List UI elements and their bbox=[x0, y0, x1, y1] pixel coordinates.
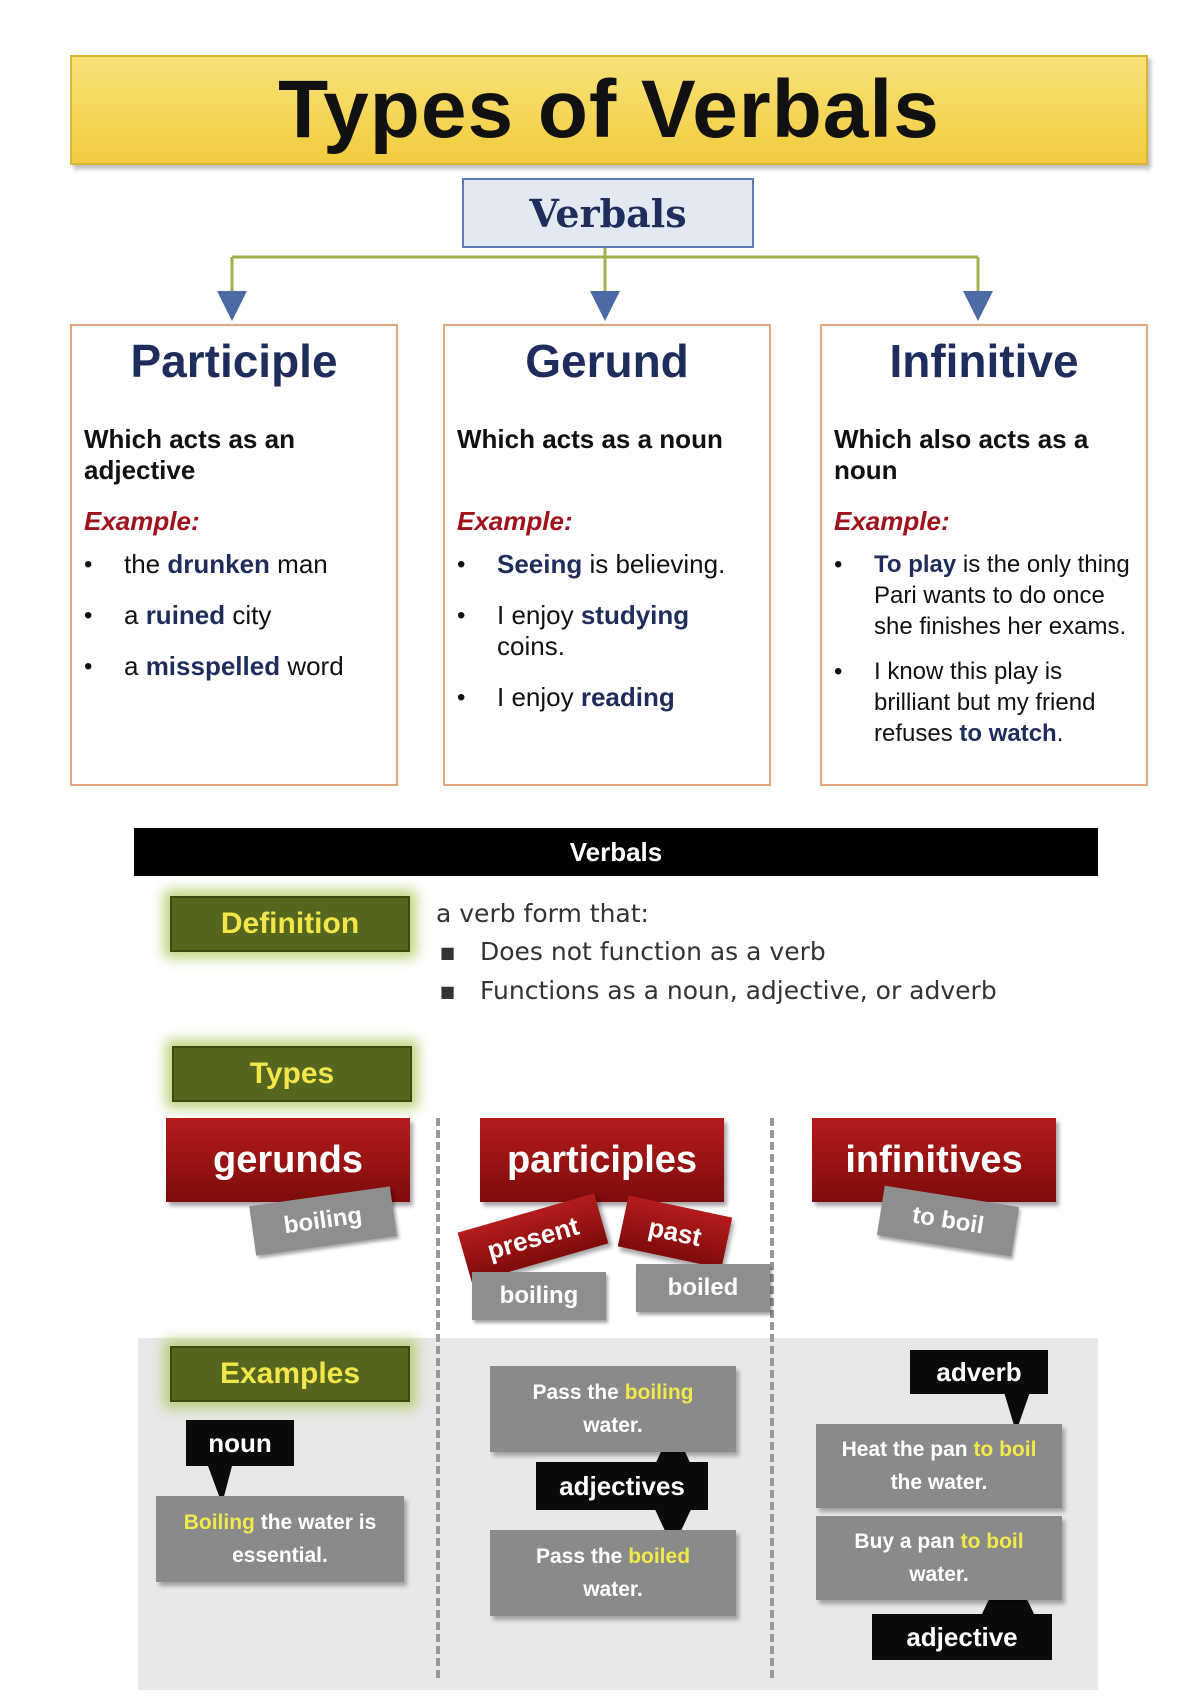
examples-tag-label: Examples bbox=[219, 1357, 361, 1390]
example-label: Example: bbox=[84, 506, 200, 536]
list-item: • I enjoy studying coins. bbox=[457, 600, 690, 661]
adjective-tag: adjective bbox=[872, 1614, 1052, 1660]
list-item: • Seeing is believing. bbox=[457, 549, 726, 579]
list-item: • To play is the only thing Pari wants to do once she finishes her exams. bbox=[834, 551, 1130, 640]
card-heading: Gerund bbox=[525, 335, 689, 387]
present-example-tag: boiling bbox=[472, 1272, 606, 1320]
card-description: Which acts as an adjective bbox=[84, 424, 295, 485]
past-example-tag: boiled bbox=[636, 1264, 770, 1312]
root-node-label: Verbals bbox=[529, 190, 687, 236]
adjectives-tag: adjectives bbox=[536, 1462, 708, 1510]
card-heading: Infinitive bbox=[889, 335, 1079, 387]
adverb-tag: adverb bbox=[910, 1350, 1048, 1394]
gerund-example-tag: boiling bbox=[249, 1186, 397, 1255]
participle-example-sentence-2: Pass the boiled water. bbox=[490, 1530, 736, 1616]
definition-point: ■ Functions as a noun, adjective, or adverb bbox=[440, 976, 997, 1005]
present-tag: present bbox=[458, 1193, 609, 1282]
gerunds-label: gerunds bbox=[213, 1138, 363, 1181]
participle-example-sentence-1: Pass the boiling water. bbox=[490, 1366, 736, 1452]
types-tag-label: Types bbox=[249, 1057, 335, 1090]
list-item: • a misspelled word bbox=[84, 651, 344, 681]
infinitive-example-tag: to boil bbox=[877, 1186, 1019, 1257]
card-description: Which also acts as a noun bbox=[834, 424, 1089, 485]
example-label: Example: bbox=[834, 506, 950, 536]
participles-label: participles bbox=[506, 1138, 698, 1181]
card-description: Which acts as a noun bbox=[457, 424, 723, 454]
verbals-header-label: Verbals bbox=[569, 836, 663, 867]
past-tag: past bbox=[618, 1196, 732, 1269]
example-label: Example: bbox=[457, 506, 573, 536]
list-item: • I enjoy reading bbox=[457, 682, 675, 712]
infinitive-example-sentence-1: Heat the pan to boil the water. bbox=[816, 1424, 1062, 1508]
infinitives-label: infinitives bbox=[845, 1138, 1023, 1181]
page-title: Types of Verbals bbox=[278, 64, 940, 155]
definition-tag-label: Definition bbox=[220, 907, 360, 940]
noun-tag: noun bbox=[186, 1420, 294, 1466]
card-heading: Participle bbox=[130, 335, 338, 387]
gerund-example-sentence: Boiling the water is essential. bbox=[156, 1496, 404, 1582]
list-item: • a ruined city bbox=[84, 600, 272, 630]
infinitive-example-sentence-2: Buy a pan to boil water. bbox=[816, 1516, 1062, 1600]
list-item: • the drunken man bbox=[84, 549, 328, 579]
list-item: • I know this play is brilliant but my friend refuses to watch. bbox=[834, 658, 1096, 747]
definition-point: ■ Does not function as a verb bbox=[440, 937, 826, 966]
definition-intro: a verb form that: bbox=[436, 899, 649, 928]
